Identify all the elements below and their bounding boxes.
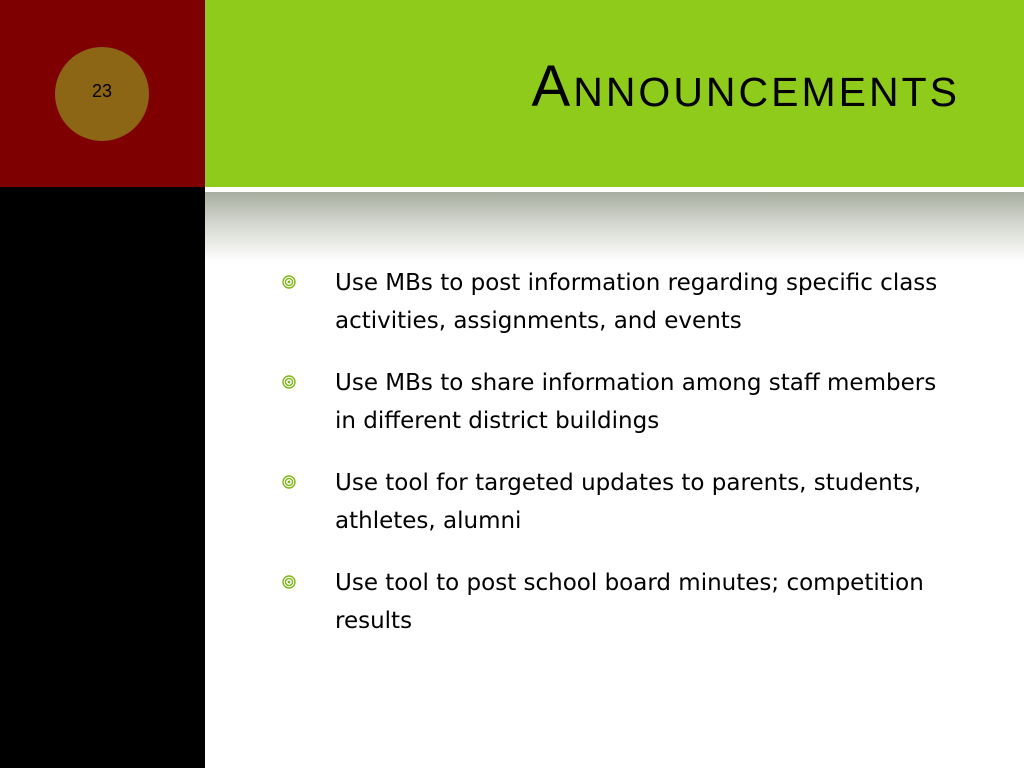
bullet-text: Use MBs to share information among staff members in different district buildings xyxy=(335,370,937,434)
corner-block xyxy=(0,0,205,187)
header-shadow xyxy=(205,192,1024,262)
list-item xyxy=(282,464,972,540)
list-item xyxy=(282,364,972,440)
bullet-text: Use MBs to post information regarding specific class activities, assignments, and events xyxy=(335,270,938,334)
slide-title: Announcements xyxy=(531,54,960,119)
list-item xyxy=(282,564,972,640)
slide-number-badge xyxy=(55,47,149,141)
list-item xyxy=(282,264,972,340)
bullet-text: Use tool for targeted updates to parents, students, athletes, alumni xyxy=(335,470,922,534)
title-band xyxy=(205,0,1024,187)
left-sidebar xyxy=(0,187,205,768)
target-bullet-icon xyxy=(282,575,296,589)
target-bullet-icon xyxy=(282,475,296,489)
target-bullet-icon xyxy=(282,375,296,389)
bullet-list xyxy=(282,264,972,664)
bullet-text: Use tool to post school board minutes; competition results xyxy=(335,570,924,634)
slide-number: 23 xyxy=(91,80,113,101)
target-bullet-icon xyxy=(282,275,296,289)
